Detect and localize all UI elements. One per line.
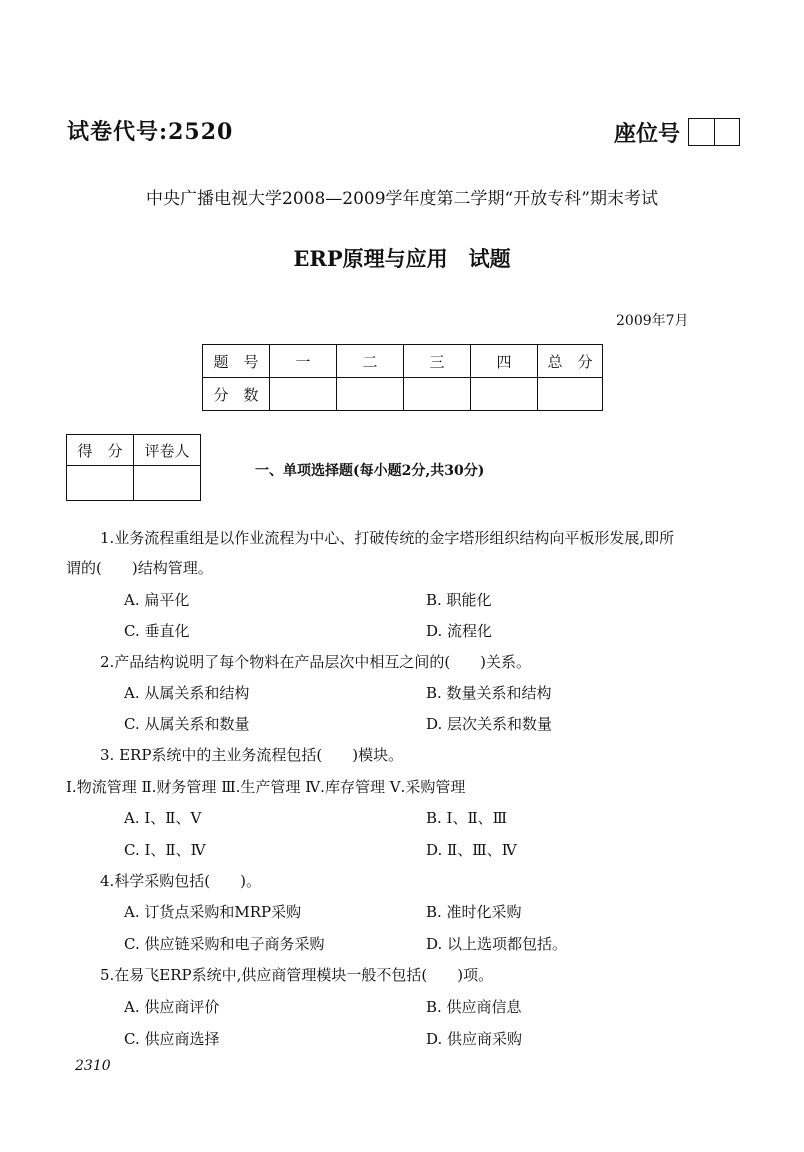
score-table-row-label: 题 号 (203, 345, 270, 378)
seat-box (689, 119, 715, 145)
question-4-option-c: C. 供应链采购和电子商务采购 (124, 935, 325, 953)
seat-number-boxes (688, 118, 740, 146)
score-cell (471, 378, 538, 411)
question-1-option-b: B. 职能化 (426, 591, 492, 609)
score-table (202, 344, 603, 411)
question-1-option-d: D. 流程化 (426, 622, 493, 640)
question-1-option-a: A. 扁平化 (124, 591, 190, 609)
question-5-text: 5.在易飞ERP系统中,供应商管理模块一般不包括( )项。 (100, 966, 494, 984)
question-2-text: 2.产品结构说明了每个物料在产品层次中相互之间的( )关系。 (100, 653, 532, 671)
score-table-col: 二 (337, 345, 404, 378)
section-heading: 一、单项选择题(每小题2分,共30分) (255, 463, 485, 479)
grader-score-cell (67, 466, 134, 501)
subject-title: ERP原理与应用 试题 (293, 246, 511, 271)
score-table-score-row (203, 378, 603, 411)
seat-box (715, 119, 740, 145)
grader-score-label: 得 分 (67, 435, 134, 466)
question-3-text: 3. ERP系统中的主业务流程包括( )模块。 (100, 746, 404, 764)
question-3-option-d: D. Ⅱ、Ⅲ、Ⅳ (426, 841, 517, 859)
exam-title: 中央广播电视大学2008—2009学年度第二学期“开放专科”期末考试 (146, 189, 658, 209)
score-table-col: 总 分 (538, 345, 603, 378)
question-2-option-a: A. 从属关系和结构 (124, 684, 250, 702)
score-table-col: 四 (471, 345, 538, 378)
question-3-option-c: C. Ⅰ、Ⅱ、Ⅳ (124, 841, 206, 859)
exam-date: 2009年7月 (616, 313, 689, 329)
question-5-option-b: B. 供应商信息 (426, 998, 522, 1016)
score-cell (337, 378, 404, 411)
score-table-row-label: 分 数 (203, 378, 270, 411)
question-1-option-c: C. 垂直化 (124, 622, 190, 640)
question-3-option-b: B. Ⅰ、Ⅱ、Ⅲ (426, 809, 508, 827)
question-3-text-items: Ⅰ.物流管理 Ⅱ.财务管理 Ⅲ.生产管理 Ⅳ.库存管理 Ⅴ.采购管理 (66, 778, 466, 796)
question-5-option-d: D. 供应商采购 (426, 1030, 523, 1048)
question-1-text: 1.业务流程重组是以作业流程为中心、打破传统的金字塔形组织结构向平板形发展,即所 (100, 529, 675, 547)
question-5-option-c: C. 供应商选择 (124, 1030, 220, 1048)
question-5-option-a: A. 供应商评价 (124, 998, 220, 1016)
score-cell (404, 378, 471, 411)
question-4-option-a: A. 订货点采购和MRP采购 (124, 903, 302, 921)
score-cell (270, 378, 337, 411)
paper-code: 试卷代号:2520 (67, 119, 234, 145)
question-1-text-cont: 谓的( )结构管理。 (66, 559, 213, 577)
question-4-option-b: B. 准时化采购 (426, 903, 522, 921)
question-2-option-c: C. 从属关系和数量 (124, 715, 250, 733)
grader-table (66, 434, 201, 501)
grader-label: 评卷人 (134, 435, 201, 466)
score-table-col: 三 (404, 345, 471, 378)
score-table-header-row (203, 345, 603, 378)
question-3-option-a: A. Ⅰ、Ⅱ、Ⅴ (124, 809, 202, 827)
score-cell (538, 378, 603, 411)
seat-number-label: 座位号 (614, 121, 681, 147)
question-2-option-d: D. 层次关系和数量 (426, 715, 553, 733)
question-4-option-d: D. 以上选项都包括。 (426, 935, 568, 953)
grader-cell (134, 466, 201, 501)
score-table-col: 一 (270, 345, 337, 378)
page-number: 2310 (75, 1058, 111, 1074)
question-2-option-b: B. 数量关系和结构 (426, 684, 552, 702)
question-4-text: 4.科学采购包括( )。 (100, 872, 262, 890)
